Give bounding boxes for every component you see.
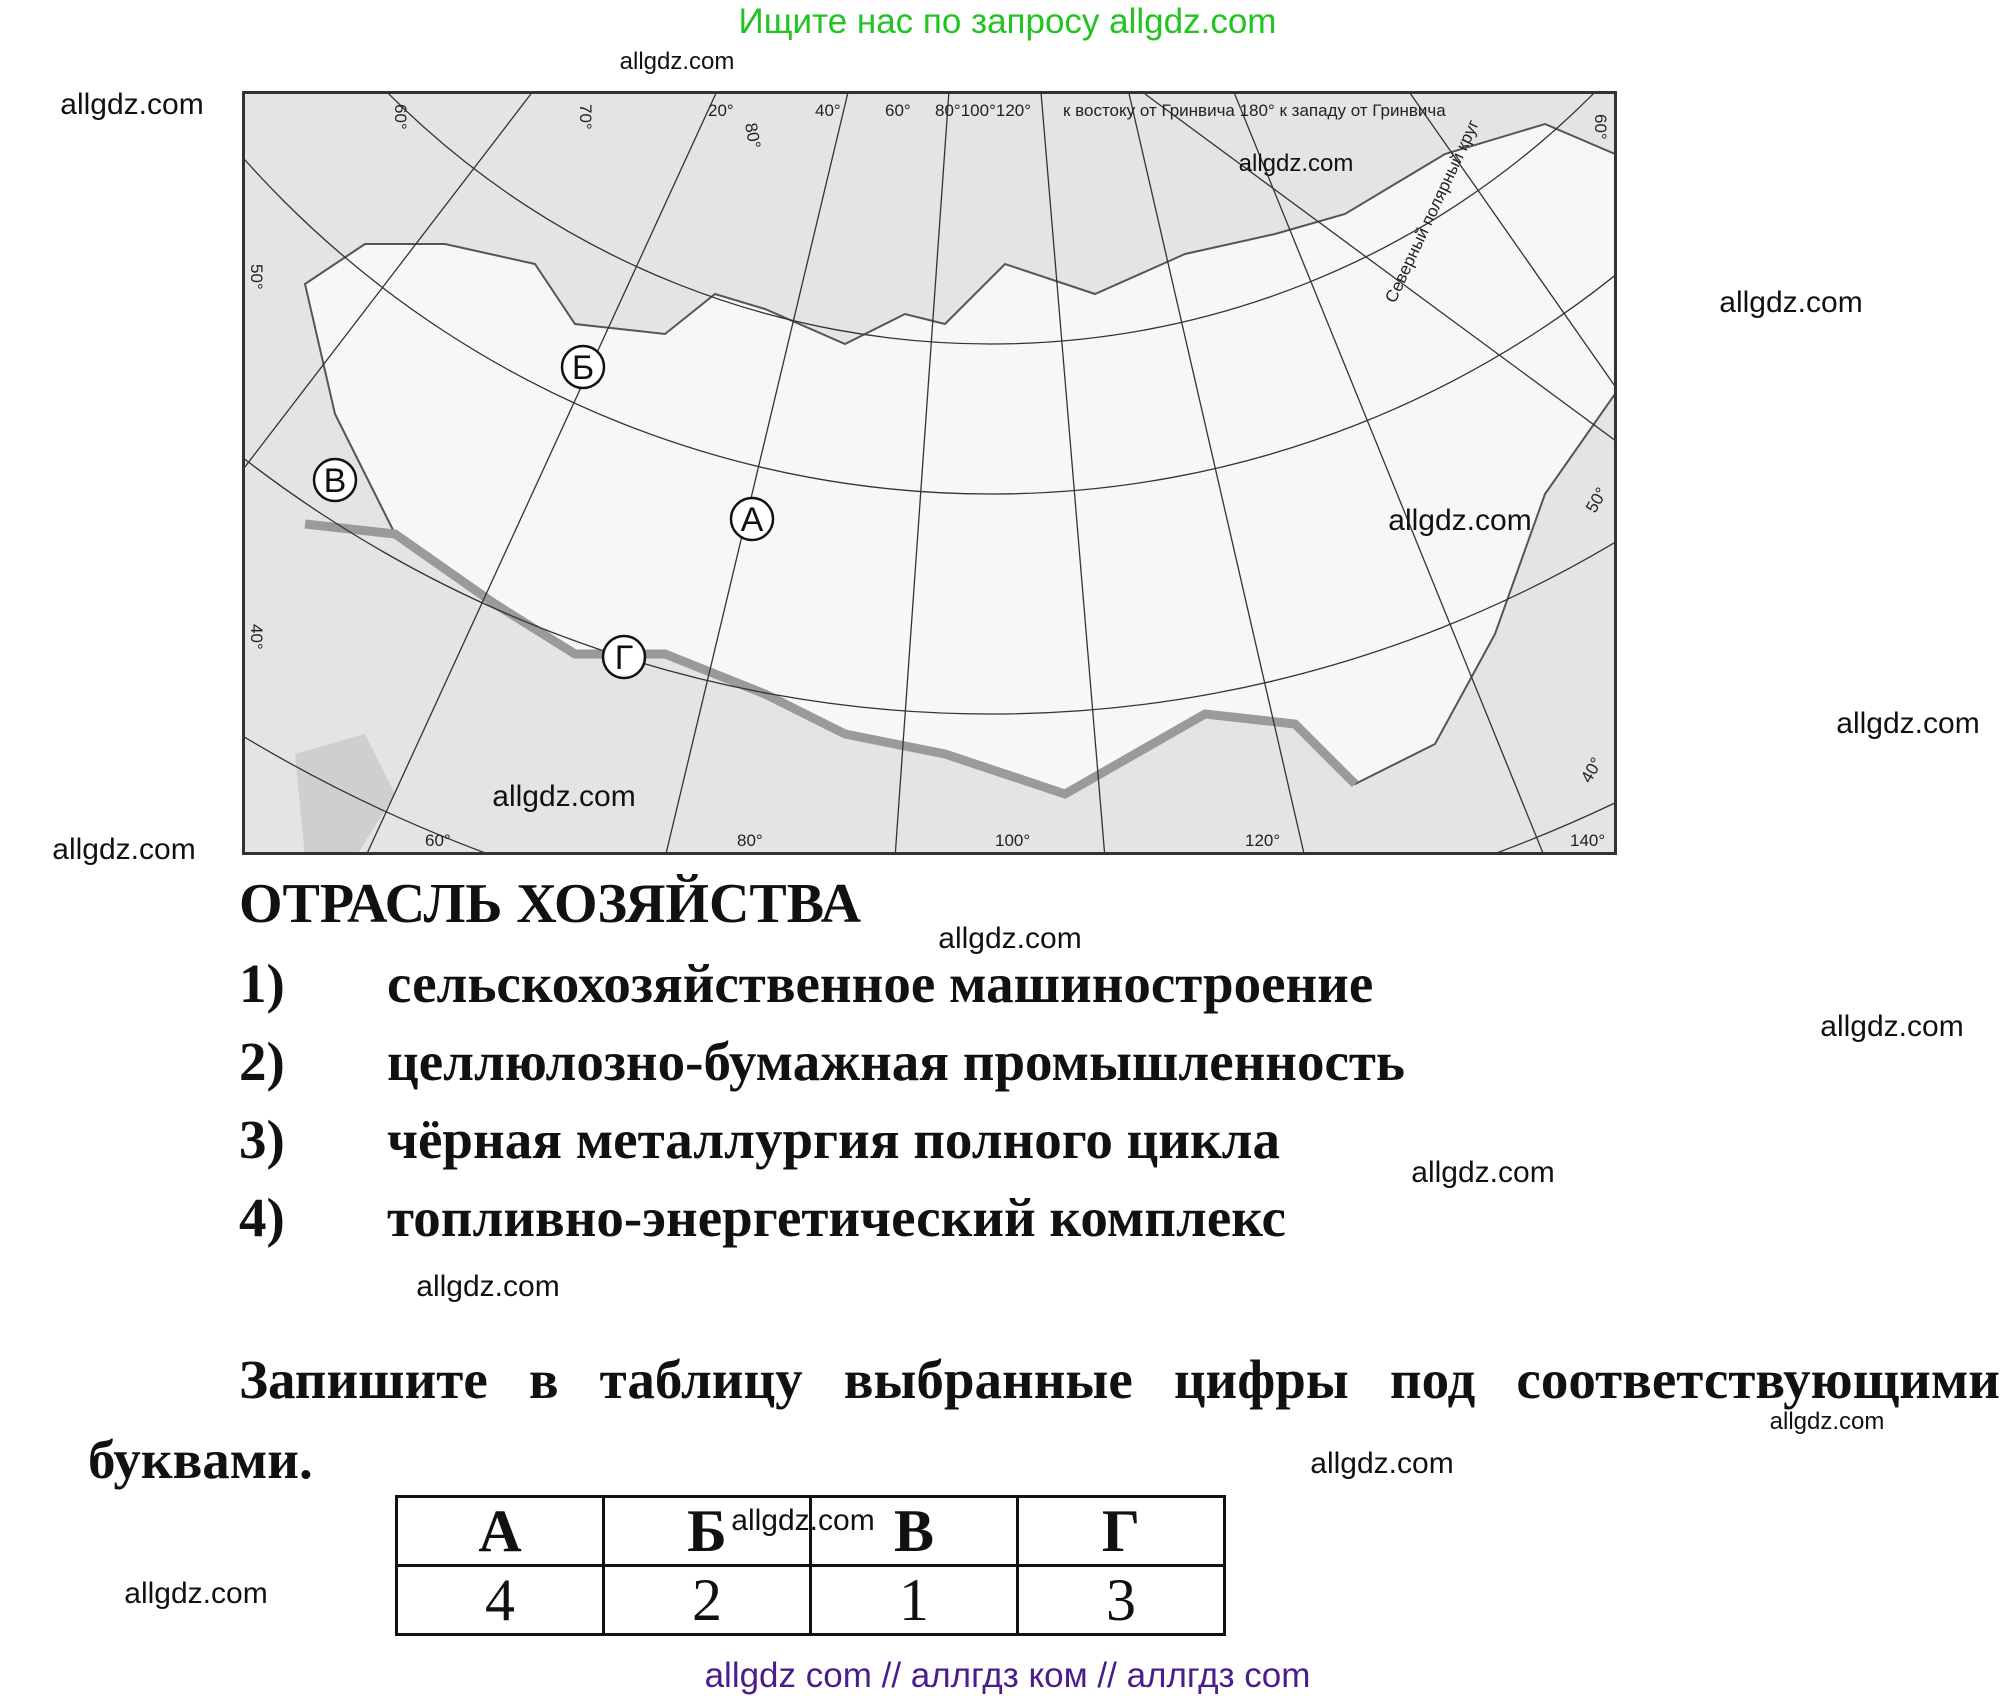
map-graphic — [245, 94, 1617, 855]
parallel-label: 70° — [576, 104, 595, 130]
meridian-label: 100° — [995, 831, 1031, 850]
russia-map — [242, 91, 1617, 855]
header-cell: В — [811, 1497, 1018, 1566]
arctic-circle-label: Северный полярный круг — [1381, 116, 1483, 306]
meridian-label: 140° — [1570, 831, 1606, 850]
marker-a — [731, 498, 773, 540]
watermark: allgdz.com — [1719, 286, 1863, 319]
svg-text:А: А — [740, 501, 764, 539]
watermark: allgdz.com — [52, 833, 196, 866]
meridian-label: 40° — [815, 101, 841, 120]
watermark: allgdz.com — [1836, 707, 1980, 740]
watermark: allgdz.com — [938, 922, 1082, 955]
parallel-label: 50° — [1582, 484, 1612, 516]
watermark: allgdz.com — [60, 88, 204, 121]
item-number: 1) — [239, 953, 285, 1014]
list-item — [239, 1030, 1405, 1093]
marker-v — [314, 459, 356, 501]
answer-cell[interactable]: 4 — [397, 1566, 604, 1635]
item-number: 2) — [239, 1031, 285, 1092]
item-number: 4) — [239, 1187, 285, 1248]
meridian-label: 60° — [885, 101, 911, 120]
parallel-label: 40° — [247, 624, 266, 650]
svg-text:Б: Б — [571, 349, 595, 387]
item-text: топливно-энергетический комплекс — [387, 1187, 1286, 1248]
watermark: allgdz.com — [1388, 504, 1532, 537]
parallel-label: 40° — [1577, 754, 1607, 786]
parallel-label: 50° — [247, 264, 266, 290]
list-item — [239, 1186, 1286, 1249]
header-cell: Б — [604, 1497, 811, 1566]
greenwich-label: к востоку от Гринвича 180° к западу от Гринвича — [1063, 101, 1446, 120]
item-text: целлюлозно-бумажная промышленность — [387, 1031, 1406, 1092]
answer-cell[interactable]: 2 — [604, 1566, 811, 1635]
svg-text:В: В — [323, 462, 347, 500]
parallel-label: 60° — [391, 104, 410, 130]
watermark: allgdz.com — [1411, 1156, 1555, 1189]
table-row — [397, 1566, 1225, 1635]
svg-text:Г: Г — [614, 639, 634, 677]
search-banner[interactable]: Ищите нас по запросу allgdz.com — [738, 2, 1277, 41]
header-cell: Г — [1018, 1497, 1225, 1566]
item-text: чёрная металлургия полного цикла — [387, 1109, 1281, 1170]
watermark: allgdz.com — [492, 780, 636, 813]
answer-cell[interactable]: 1 — [811, 1566, 1018, 1635]
list-item — [239, 952, 1373, 1015]
watermark: allgdz.com — [619, 48, 735, 75]
neighbor-land — [295, 734, 395, 855]
watermark: allgdz.com — [124, 1577, 268, 1610]
item-text: сельскохозяйственное машиностроение — [387, 953, 1374, 1014]
item-number: 3) — [239, 1109, 285, 1170]
meridian-label: 80° — [737, 831, 763, 850]
meridian-label: 80° — [741, 121, 765, 151]
marker-b — [562, 346, 604, 388]
section-heading: ОТРАСЛЬ ХОЗЯЙСТВА — [239, 873, 862, 935]
meridian-label: 120° — [1245, 831, 1281, 850]
meridian-label: 80°100°120° — [935, 101, 1032, 120]
watermark: allgdz.com — [1310, 1447, 1454, 1480]
meridian-label: 20° — [708, 101, 734, 120]
meridian-label: 60° — [1591, 114, 1610, 140]
meridian-label: 60° — [425, 831, 451, 850]
watermark: allgdz.com — [1769, 1408, 1885, 1435]
instruction-text: Запишите в таблицу выбранные цифры под соответствующими буквами. — [88, 1349, 2000, 1490]
watermark: allgdz.com — [731, 1504, 875, 1537]
watermark: allgdz.com — [416, 1270, 560, 1303]
list-item — [239, 1108, 1280, 1171]
footer-watermark[interactable]: allgdz com // аллгдз ком // аллгдз com — [704, 1656, 1311, 1695]
watermark: allgdz.com — [1238, 150, 1354, 177]
watermark: allgdz.com — [1820, 1010, 1964, 1043]
answer-cell[interactable]: 3 — [1018, 1566, 1225, 1635]
header-cell: А — [397, 1497, 604, 1566]
marker-g — [603, 636, 645, 678]
